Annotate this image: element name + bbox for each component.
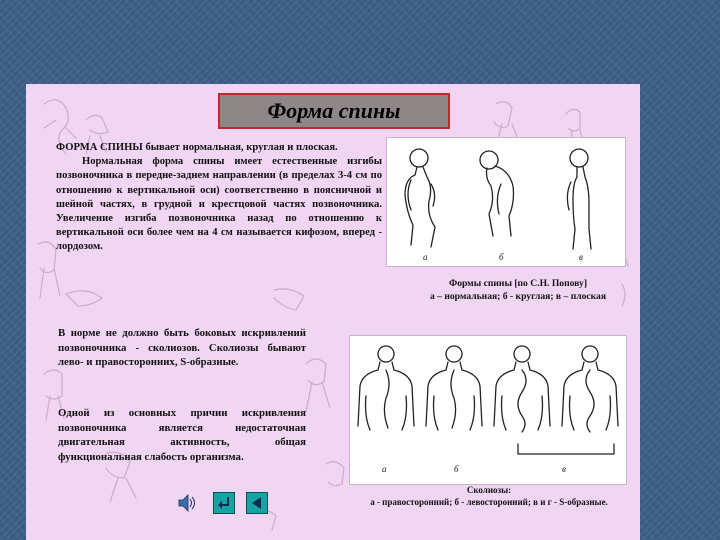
return-button[interactable] [213, 492, 235, 514]
paragraph-causes: Одной из основных причин искривления позвоночника является недостаточная двигательная активность, общая функциональная слабость организма. [58, 407, 306, 463]
figure2-label-b: б [454, 464, 459, 474]
speaker-icon [177, 492, 197, 514]
paragraph-back-shape [56, 141, 382, 255]
return-arrow-icon [214, 493, 234, 513]
figure2-caption-line2: а - правосторонний; б - левосторонний; в и г - S-образные. [370, 497, 608, 507]
slide [26, 84, 640, 540]
figure1-caption-line1: Формы спины [по С.Н. Попову] [448, 278, 588, 289]
figure1-label-c: в [579, 252, 583, 262]
sound-button[interactable] [177, 492, 197, 514]
figure-s-scoliosis-1 [494, 346, 550, 432]
figure-right-scoliosis [358, 346, 414, 430]
slide-title: Форма спины [267, 98, 401, 123]
figure1-caption-line2: а – нормальная; б - круглая; в – плоская [429, 291, 607, 302]
paragraph-back-shape-body: Нормальная форма спины имеет естественные изгибы позвоночника в передне-заднем направлении (в пределах 3-4 см по отношению к вертикальной оси) соответственно в поясничной и шейной частях, в грудной и крестцовой частях позвоночника. Увеличение изгиба позвоночника назад по отношению к вертикальной оси более чем на 4 см называется кифозом, вперед - лордозом. [56, 156, 382, 253]
figure1-label-b: б [499, 252, 504, 262]
figure-back-shapes [386, 137, 626, 267]
back-triangle-icon [247, 493, 267, 513]
paragraph-back-shape-lead: ФОРМА СПИНЫ бывает нормальная, круглая и плоская. [56, 142, 338, 153]
figure2-label-a: а [382, 464, 387, 474]
back-shapes-drawing [387, 138, 625, 266]
figure2-caption [344, 484, 634, 508]
slide-title-box [218, 93, 450, 129]
figure2-caption-line1: Сколиозы: [466, 485, 512, 495]
figure-s-scoliosis-2 [562, 346, 618, 432]
figure-flat-back [567, 149, 591, 249]
figure2-label-c: в [562, 464, 566, 474]
figure-normal-back [405, 149, 435, 247]
figure-scoliosis [349, 335, 627, 485]
scoliosis-drawing [350, 336, 626, 484]
figure1-caption [402, 277, 634, 303]
bracket-s-shaped [518, 444, 614, 454]
figure-left-scoliosis [426, 346, 482, 430]
figure-round-back [480, 151, 514, 236]
paragraph-scoliosis: В норме не должно быть боковых искривлений позвоночника - сколиозов. Сколиозы бывают лево- и правосторонних, S-образные. [58, 327, 306, 369]
figure1-label-a: а [423, 252, 428, 262]
back-button[interactable] [246, 492, 268, 514]
